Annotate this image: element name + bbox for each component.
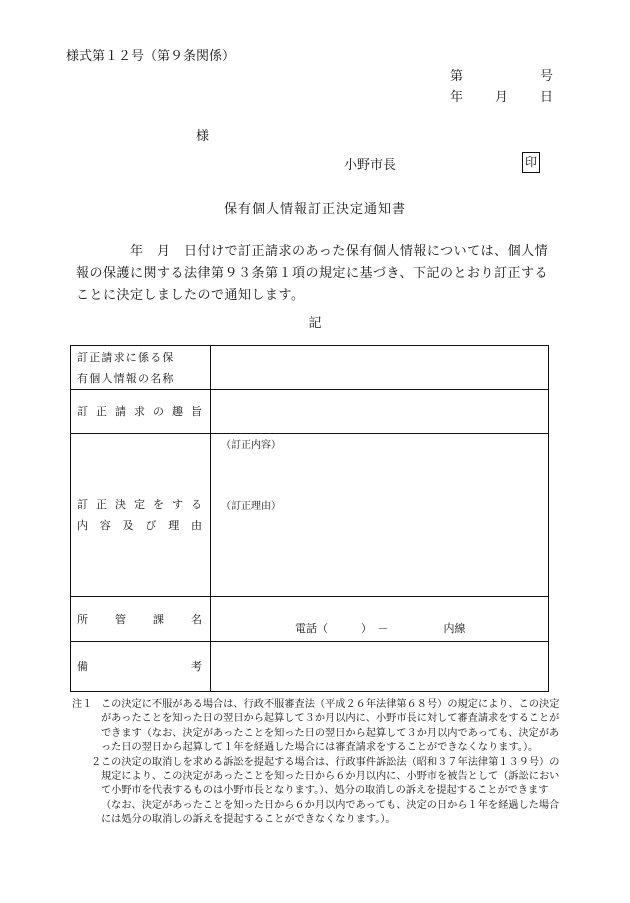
- label-char: 由: [190, 519, 202, 532]
- label-char: 管: [115, 612, 126, 626]
- table-row: [71, 390, 549, 434]
- label-char: 名: [191, 612, 202, 626]
- label-char: 所: [77, 612, 88, 626]
- correction-reason-label: （訂正理由）: [221, 501, 281, 512]
- sender-name: 小野市長: [344, 158, 397, 173]
- correction-content-label: （訂正内容）: [221, 440, 281, 451]
- label-char: 定: [134, 498, 145, 511]
- department-value[interactable]: [211, 597, 549, 642]
- table-row: [71, 642, 549, 692]
- label-char: 訂: [77, 405, 88, 418]
- label-char: の: [153, 405, 164, 418]
- label-char: を: [153, 498, 164, 511]
- notes-section: [72, 698, 562, 828]
- label-char: び: [145, 519, 157, 532]
- label-char: 求: [134, 405, 145, 418]
- phone-line: 電話（ ） － 内線: [295, 622, 466, 635]
- doc-number-prefix: 第: [450, 69, 464, 84]
- label-char: 正: [96, 498, 107, 511]
- label-line: 訂正請求に係る保: [77, 350, 175, 364]
- label-department: [71, 597, 211, 642]
- note-item: [72, 756, 562, 828]
- note-text: この決定の取消しを求める訴訟を提起する場合は、行政事件訴訟法（昭和３７年法律第１３９号）の規定により、この決定があったことを知った日から６か月以内に、小野市を被告として（訴訟において小野市を代表するものは小野市長となります。）、処分の取消しの訴えを提起することができます（なお、決定があったことを知った日から６か月以内であっても、決定の日から１年を経過した場合には処分の取消しの訴えを提起することができなくなります。）。: [101, 756, 560, 826]
- table-row: [71, 434, 549, 597]
- label-char: 考: [191, 660, 202, 673]
- label-line: 有個人情報の名称: [77, 371, 175, 385]
- table-row: [71, 597, 549, 642]
- label-char: 決: [115, 498, 126, 511]
- label-char: 容: [99, 519, 111, 532]
- label-char: る: [191, 498, 202, 511]
- date-day-label: 日: [540, 90, 554, 105]
- label-record-name: [71, 346, 211, 390]
- label-char: 備: [77, 660, 88, 673]
- seal-mark: 印: [522, 152, 540, 173]
- label-char: 課: [153, 612, 164, 626]
- label-char: 旨: [191, 405, 202, 418]
- note-text: この決定に不服がある場合は、行政不服審査法（平成２６年法律第６８号）の規定により、この決定があったことを知った日の翌日から起算して３か月以内に、小野市長に対して審査請求をすることができます（なお、決定があったことを知った日の翌日から起算して３か月以内であっても、決定があった日の翌日から起算して１年を経過した場合には審査請求をすることができなくなります。）。: [101, 699, 560, 754]
- decision-table: [70, 345, 549, 692]
- note-number: 注１: [72, 699, 93, 710]
- label-char: 及: [122, 519, 134, 532]
- date-year-label: 年: [450, 90, 464, 105]
- label-char: 正: [96, 405, 107, 418]
- label-char: 訂: [77, 498, 88, 511]
- note-item: [72, 698, 562, 756]
- label-remarks: [71, 642, 211, 692]
- label-char: 趣: [172, 405, 183, 418]
- doc-number-suffix: 号: [540, 69, 554, 84]
- remarks-value[interactable]: [211, 642, 549, 692]
- label-char: 内: [77, 519, 88, 532]
- label-decision-content: [71, 434, 211, 597]
- decision-content-value[interactable]: [211, 434, 549, 597]
- label-char: す: [172, 498, 183, 511]
- label-char: 請: [115, 405, 126, 418]
- date-month-label: 月: [495, 90, 509, 105]
- note-number: ２: [91, 756, 102, 768]
- request-purpose-value[interactable]: [211, 390, 549, 434]
- document-title: 保有個人情報訂正決定通知書: [223, 202, 406, 217]
- ki-heading: 記: [308, 316, 322, 331]
- body-paragraph: 年 月 日付けで訂正請求のあった保有個人情報については、個人情報の保護に関する法律第９３条第１項の規定に基づき、下記のとおり訂正することに決定しましたので通知します。: [76, 244, 549, 303]
- form-number: 様式第１２号（第９条関係）: [66, 49, 236, 64]
- label-char: 理: [168, 519, 180, 532]
- addressee-honorific: 様: [196, 129, 210, 144]
- record-name-value[interactable]: [211, 346, 549, 390]
- table-row: [71, 346, 549, 390]
- label-request-purpose: [71, 390, 211, 434]
